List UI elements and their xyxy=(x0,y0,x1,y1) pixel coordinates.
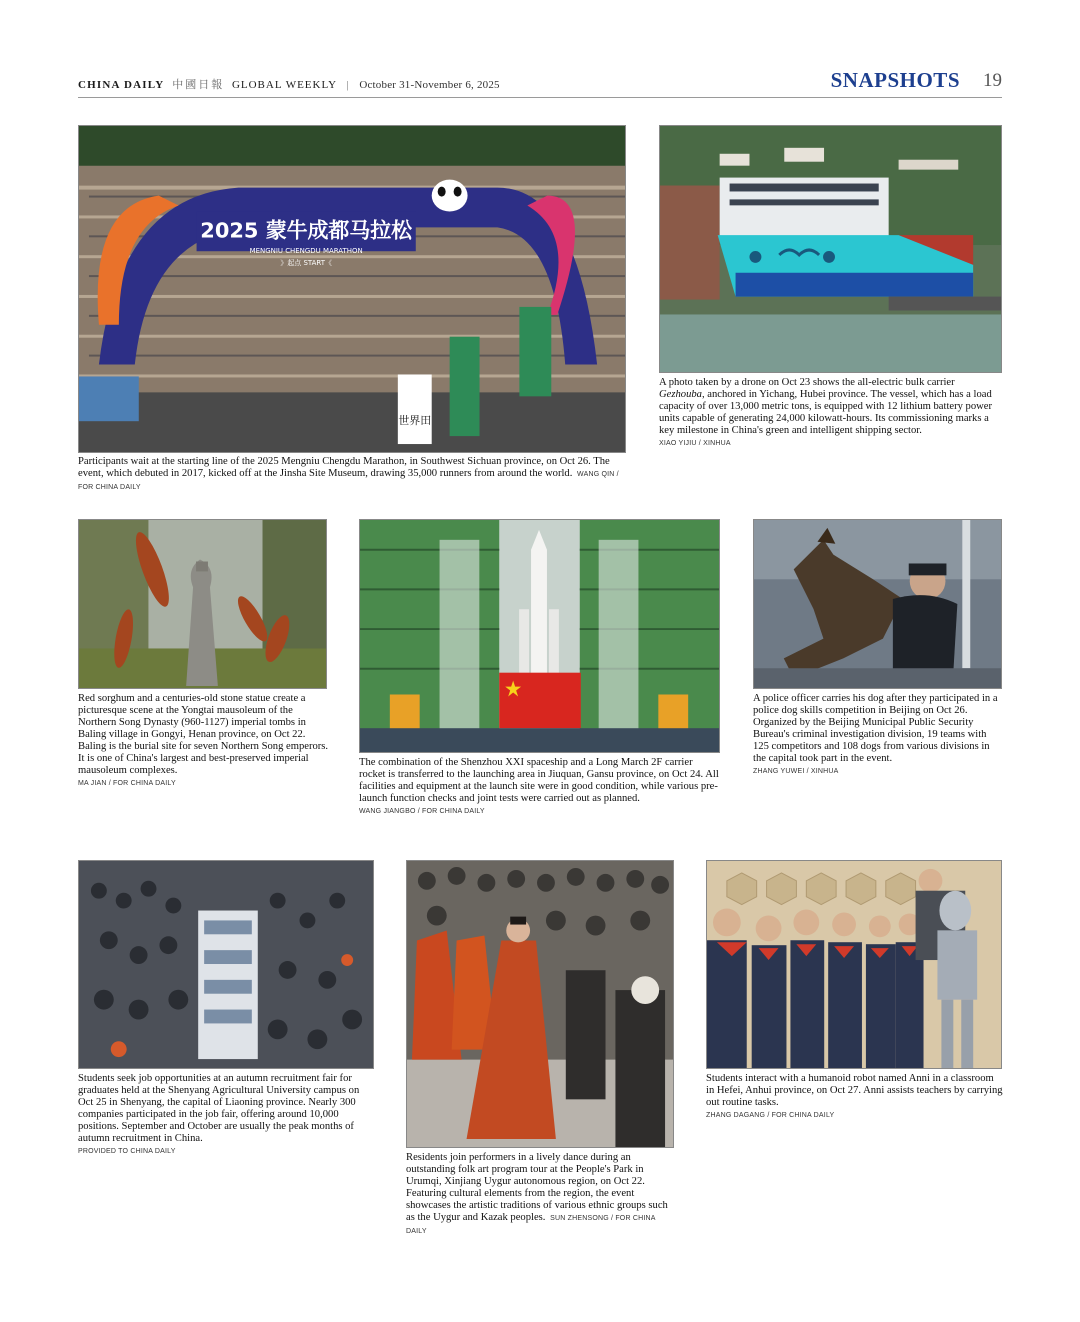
rocket-caption xyxy=(359,757,721,818)
publication-name: CHINA DAILY xyxy=(78,79,165,91)
ship-caption xyxy=(659,377,1002,450)
marathon-caption xyxy=(78,456,626,494)
ship-photo xyxy=(659,125,1002,373)
ship-caption-text-post: , anchored in Yichang, Hubei province. The vessel, which has a load capacity of over 13,000 metric tons, is equipped with 12 lithium battery power units capable of generating 24,000 kilowatt-hours. Its commissioning marks a key milestone in China's green and intelligent shipping sector. xyxy=(659,389,993,436)
chinese-logo: 中國日報 xyxy=(172,79,225,91)
rocket-caption-text: The combination of the Shenzhou XXI spaceship and a Long March 2F carrier rocket is transferred to the launching area in Jiuquan, Gansu province, on Oct 24. All facilities and equipment at the launch site were in good condition, while various pre-launch function checks and joint tests were carried out as planned. xyxy=(359,757,719,804)
police-dog-caption xyxy=(753,693,1002,778)
rocket-credit: WANG JIANGBO / FOR CHINA DAILY xyxy=(359,808,485,815)
sorghum-caption xyxy=(78,693,330,790)
issue-date: October 31-November 6, 2025 xyxy=(359,79,500,91)
page-number: 19 xyxy=(983,70,1002,91)
arch-start: 》起点 START《 xyxy=(280,259,332,268)
marathon-photo xyxy=(78,125,626,453)
masthead xyxy=(78,76,500,92)
ship-name: Gezhouba xyxy=(659,389,702,400)
sorghum-credit: MA JIAN / FOR CHINA DAILY xyxy=(78,780,176,787)
arch-subtitle: MENGNIU CHENGDU MARATHON xyxy=(249,247,363,256)
marathon-credit: WANG QIN / FOR CHINA DAILY xyxy=(78,471,619,491)
dance-photo xyxy=(406,860,674,1148)
police-dog-caption-text: A police officer carries his dog after they participated in a police dog skills competition in Beijing on Oct 26. Organized by the Beijing Municipal Public Security Bureau's criminal investigation division, 19 teams with 125 competitors and 108 dogs from various divisions in the capital took part in the event. xyxy=(753,693,998,764)
sign-text: 世界田 xyxy=(398,414,432,428)
rocket-photo xyxy=(359,519,720,753)
job-fair-credit: PROVIDED TO CHINA DAILY xyxy=(78,1148,176,1155)
ship-caption-text-pre: A photo taken by a drone on Oct 23 shows the all-electric bulk carrier xyxy=(659,377,955,388)
edition-name: GLOBAL WEEKLY xyxy=(231,79,337,91)
masthead-separator: | xyxy=(346,79,350,91)
job-fair-caption xyxy=(78,1073,376,1158)
header-rule xyxy=(78,97,1002,98)
arch-title: 2025 蒙牛成都马拉松 xyxy=(200,218,413,243)
police-dog-credit: ZHANG YUWEI / XINHUA xyxy=(753,768,839,775)
dance-caption-text: Residents join performers in a lively dance during an outstanding folk art program tour at the People's Park in Urumqi, Xinjiang Uygur autonomous region, on Oct 22. Featuring cultural elements from the region, the event showcases the artistic traditions of various ethnic groups such as the Uygur and Kazak peoples. xyxy=(406,1152,668,1223)
robot-credit: ZHANG DAGANG / FOR CHINA DAILY xyxy=(706,1112,835,1119)
marathon-caption-text: Participants wait at the starting line of the 2025 Mengniu Chengdu Marathon, in Southwest Sichuan province, on Oct 26. The event, which debuted in 2017, kicked off at the Jinsha Site Museum, drawing 35,000 runners from around the world. xyxy=(78,456,610,479)
dance-credit: SUN ZHENSONG / FOR CHINA DAILY xyxy=(406,1215,656,1235)
sorghum-photo xyxy=(78,519,327,689)
job-fair-photo xyxy=(78,860,374,1069)
robot-photo xyxy=(706,860,1002,1069)
ship-credit: XIAO YIJIU / XINHUA xyxy=(659,440,731,447)
sorghum-caption-text: Red sorghum and a centuries-old stone statue create a picturesque scene at the Yongtai mausoleum of the Northern Song Dynasty (960-1127) imperial tombs in Baling village in Gongyi, Henan province, on Oct 22. Baling is the burial site for seven Northern Song emperors. It is one of China's largest and best-preserved imperial mausoleum complexes. xyxy=(78,693,329,776)
police-dog-photo xyxy=(753,519,1002,689)
section-title: SNAPSHOTS xyxy=(830,68,960,92)
dance-caption xyxy=(406,1152,676,1238)
robot-caption-text: Students interact with a humanoid robot named Anni in a classroom in Hefei, Anhui province, on Oct 27. Anni assists teachers by carrying out routine tasks. xyxy=(706,1073,1003,1108)
robot-caption xyxy=(706,1073,1004,1122)
job-fair-caption-text: Students seek job opportunities at an autumn recruitment fair for graduates held at the Shenyang Agricultural University campus on Oct 25 in Shenyang, the capital of Liaoning province. Nearly 300 companies participated in the job fair, offering around 10,000 positions. September and October are usually the peak months of autumn recruitment in China. xyxy=(78,1073,360,1144)
